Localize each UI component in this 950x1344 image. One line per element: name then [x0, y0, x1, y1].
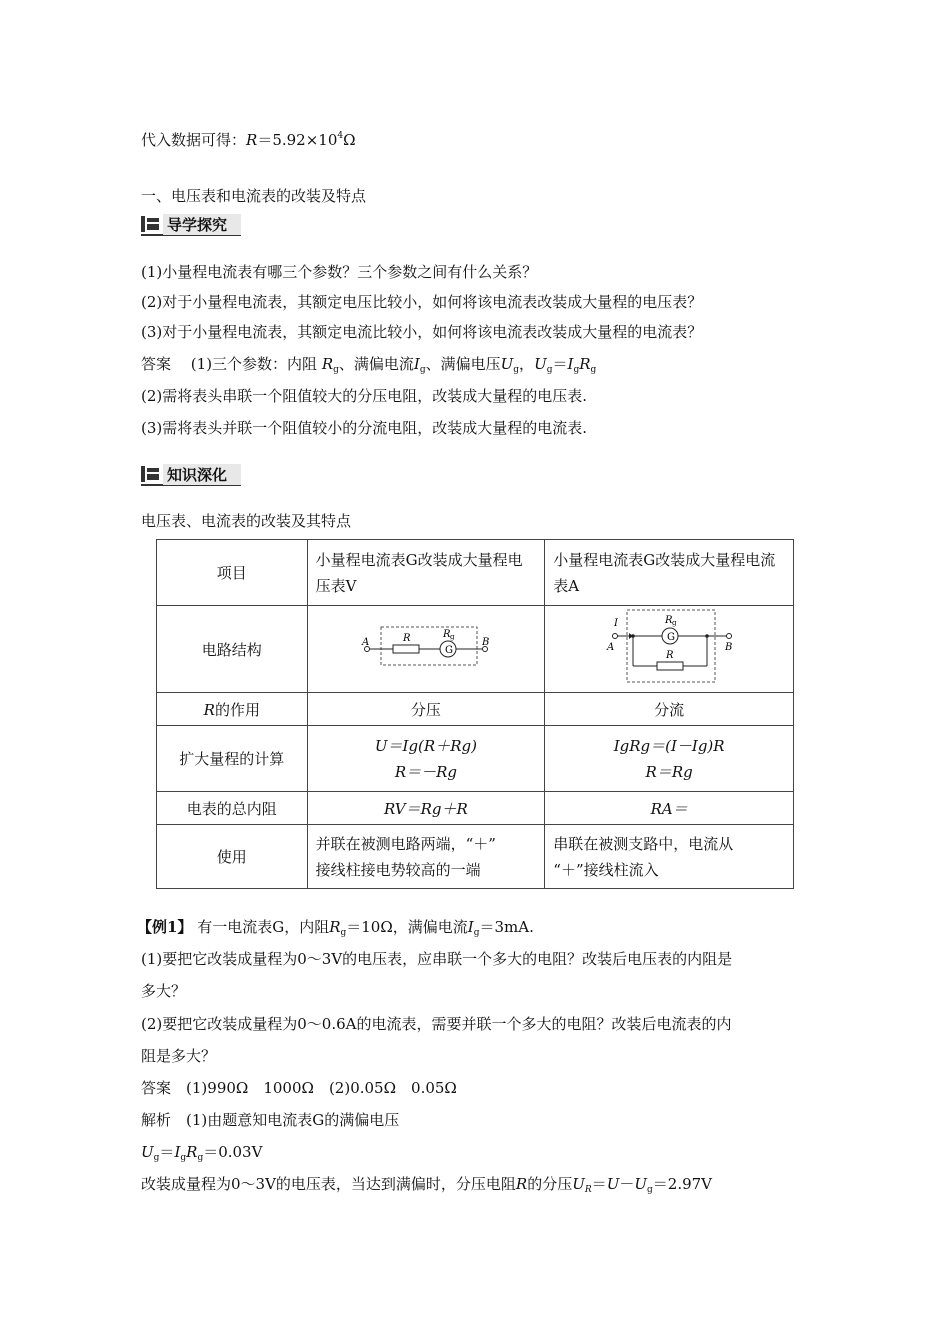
- guide-question-1: (1)小量程电流表有哪三个参数？三个参数之间有什么关系？: [141, 263, 538, 281]
- r-symbol: R: [515, 1175, 528, 1193]
- section-title: 一、电压表和电流表的改装及特点: [141, 187, 367, 205]
- terminal-a: [613, 634, 618, 639]
- guide-answer-3: (3)需将表头并联一个阻值较小的分流电阻，改装成大量程的电流表.: [141, 419, 588, 437]
- ig-symbol: I: [467, 918, 474, 936]
- row-circuit-label: 电路结构: [157, 606, 308, 693]
- example-q1-line2: 多大？: [141, 982, 187, 1000]
- g-label: G: [444, 645, 453, 656]
- table-row: [157, 693, 794, 726]
- guide-question-2: (2)对于小量程电流表，其额定电压比较小，如何将该电流表改装成大量程的电压表？: [141, 293, 703, 311]
- example-answer: [141, 1078, 457, 1098]
- voltmeter-circuit-cell: [307, 606, 545, 693]
- guide-question-3: (3)对于小量程电流表，其额定电流比较小，如何将该电流表改装成大量程的电流表？: [141, 323, 703, 341]
- rg-label: R: [442, 629, 451, 640]
- answer-part: g: [590, 365, 597, 375]
- rg-subscript: g: [340, 928, 347, 938]
- answer-part: g: [573, 365, 580, 375]
- rg-sub: g: [449, 633, 455, 641]
- answer-part: ，: [519, 355, 535, 373]
- junction: [631, 634, 635, 638]
- ammeter-circuit-diagram: [599, 608, 739, 686]
- answer-label: 答案: [141, 355, 172, 373]
- intro-line: [141, 126, 356, 150]
- rg-symbol: R: [186, 1143, 198, 1161]
- table-header-item: 项目: [157, 540, 308, 606]
- rg-sub: g: [672, 619, 677, 627]
- role-label-suffix: 的作用: [214, 700, 260, 719]
- resistor-r: [657, 662, 683, 670]
- role-voltmeter: 分压: [307, 693, 545, 726]
- example-last-c: ＝2.97V: [652, 1175, 713, 1193]
- section-icon: [141, 216, 159, 232]
- example-q1-line1: (1)要把它改装成量程为0～3V的电压表，应串联一个多大的电阻？改装后电压表的内阻是: [141, 950, 733, 968]
- rg-symbol: R: [329, 918, 341, 936]
- answer-part: I: [413, 355, 420, 373]
- table-header-voltmeter: [307, 540, 545, 606]
- role-ammeter: 分流: [545, 693, 794, 726]
- knowledge-heading-label: 知识深化: [163, 464, 241, 485]
- rg-label: R: [665, 615, 673, 626]
- rg-subscript: g: [197, 1153, 204, 1163]
- calc-voltmeter-line1: U＝Ig(R＋Rg): [374, 736, 477, 755]
- ammeter-circuit-cell: [545, 606, 794, 693]
- example-eq1-tail: ＝0.03V: [203, 1143, 263, 1161]
- row-role-label: [157, 693, 308, 726]
- row-use-label: 使用: [157, 825, 308, 889]
- example-stem-a: 有一电流表G，内阻: [197, 918, 330, 936]
- example-last-b: 的分压: [527, 1175, 573, 1193]
- guide-heading: [141, 214, 241, 236]
- use-voltmeter-line1: 并联在被测电路两端，“＋”: [315, 834, 496, 853]
- use-ammeter: [545, 825, 794, 889]
- comparison-table: [156, 539, 794, 889]
- answer-1-text: (1)三个参数：内阻: [190, 355, 318, 373]
- header-ammeter-text: 小量程电流表G改装成大量程电流表A: [553, 550, 776, 595]
- example-q2-line1: (2)要把它改装成量程为0～0.6A的电流表，需要并联一个多大的电阻？改装后电流表的内: [141, 1015, 732, 1033]
- g-label: G: [667, 632, 676, 643]
- answer-part: U: [534, 355, 547, 373]
- ug-symbol: U: [141, 1143, 154, 1161]
- calc-ammeter-line2: R＝Rg: [645, 762, 693, 781]
- answer-part: g: [419, 365, 426, 375]
- calc-ammeter: [545, 726, 794, 792]
- example-analysis-label: 解析: [141, 1111, 172, 1129]
- use-voltmeter: [307, 825, 545, 889]
- ur-subscript: R: [584, 1185, 592, 1195]
- table-row: [157, 792, 794, 825]
- ug-symbol: U: [634, 1175, 648, 1193]
- table-row: [157, 825, 794, 889]
- knowledge-subtitle: 电压表、电流表的改装及其特点: [141, 512, 352, 530]
- example-last-a: 改装成量程为0～3V的电压表，当达到满偏时，分压电阻: [141, 1175, 516, 1193]
- use-voltmeter-line2: 接线柱接电势较高的一端: [315, 860, 481, 879]
- table-row: [157, 606, 794, 693]
- calc-ammeter-line1: IgRg＝(I－Ig)R: [613, 736, 725, 755]
- role-r-symbol: R: [203, 700, 215, 719]
- a-label: A: [361, 637, 370, 648]
- ig-symbol: I: [174, 1143, 181, 1161]
- answer-part: R: [321, 355, 334, 373]
- answer-part: g: [333, 365, 339, 375]
- answer-part: 、满偏电流: [338, 355, 414, 373]
- terminal-b: [727, 634, 732, 639]
- table-header-ammeter: [545, 540, 794, 606]
- resistor-r: [393, 645, 419, 653]
- ur-symbol: U: [572, 1175, 585, 1193]
- r-label: R: [666, 650, 674, 661]
- example-stem-c: ＝3mA.: [479, 918, 534, 936]
- guide-answer-1: [141, 354, 596, 380]
- use-ammeter-line2: “＋”接线柱流入: [553, 860, 659, 879]
- total-ammeter: RA＝: [545, 792, 794, 825]
- junction: [705, 634, 709, 638]
- example-tag: 【例1】: [137, 918, 193, 936]
- i-label: I: [614, 618, 619, 629]
- row-total-label: 电表的总内阻: [157, 792, 308, 825]
- example-answer-label: 答案: [141, 1079, 172, 1097]
- ig-subscript: g: [180, 1153, 187, 1163]
- u-symbol: U: [606, 1175, 620, 1193]
- guide-answer-2: (2)需将表头串联一个阻值较大的分压电阻，改装成大量程的电压表.: [141, 387, 588, 405]
- answer-part: U: [500, 355, 514, 373]
- answer-part: g: [546, 365, 553, 375]
- total-voltmeter: RV＝Rg＋R: [307, 792, 545, 825]
- example-answer-text: (1)990Ω 1000Ω (2)0.05Ω 0.05Ω: [186, 1079, 457, 1097]
- use-ammeter-line1: 串联在被测支路中，电流从: [553, 834, 734, 853]
- ig-subscript: g: [473, 928, 480, 938]
- example-analysis-text: (1)由题意知电流表G的满偏电压: [186, 1111, 400, 1129]
- calc-voltmeter-line2: R＝－Rg: [394, 762, 458, 781]
- section-icon: [141, 466, 159, 482]
- calc-voltmeter: [307, 726, 545, 792]
- intro-prefix: 代入数据可得：: [141, 131, 247, 149]
- b-label: B: [725, 642, 733, 653]
- answer-part: I: [567, 355, 574, 373]
- example-eq1: $U_g=I_gR_g=0.03V$: [141, 1143, 263, 1163]
- knowledge-heading: [141, 464, 241, 486]
- intro-exponent: 4: [337, 131, 344, 141]
- intro-unit: Ω: [343, 131, 356, 149]
- example-last-line: 改装成量程为0～3V的电压表，当达到满偏时，分压电阻R的分压$U_R=U-U_g=2.97V$: [141, 1175, 713, 1195]
- intro-value: ＝5.92×10: [257, 131, 338, 149]
- answer-part: g: [513, 365, 520, 375]
- example-stem: [137, 917, 534, 943]
- answer-part: ＝: [552, 355, 568, 373]
- a-label: A: [607, 642, 615, 653]
- table-row: [157, 540, 794, 606]
- voltmeter-circuit-diagram: [361, 619, 491, 675]
- header-voltmeter-text: 小量程电流表G改装成大量程电压表V: [315, 550, 523, 595]
- intro-r-symbol: R: [246, 131, 258, 149]
- example-analysis: [141, 1110, 399, 1130]
- table-row: [157, 726, 794, 792]
- b-label: B: [481, 637, 490, 648]
- r-label: R: [402, 633, 411, 644]
- example-stem-b: ＝10Ω，满偏电流: [346, 918, 468, 936]
- ug-subscript: g: [153, 1153, 160, 1163]
- guide-heading-label: 导学探究: [163, 214, 241, 235]
- dashed-box: [381, 627, 477, 665]
- row-calc-label: 扩大量程的计算: [157, 726, 308, 792]
- answer-part: 、满偏电压: [425, 355, 501, 373]
- example-q2-line2: 阻是多大？: [141, 1047, 217, 1065]
- answer-part: R: [579, 355, 591, 373]
- ug-subscript: g: [647, 1185, 653, 1195]
